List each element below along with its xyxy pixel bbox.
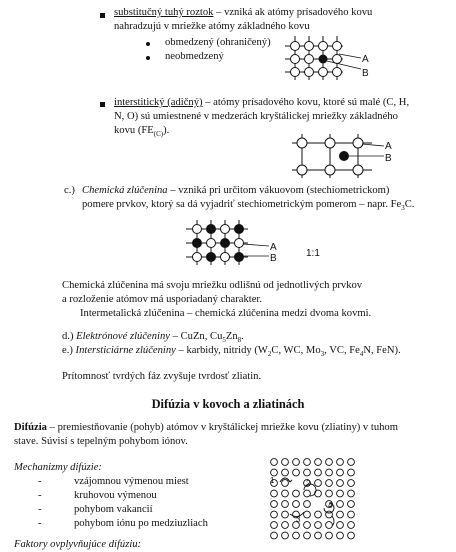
mechanism-item: pohybom iónu po medziuzliach bbox=[74, 518, 208, 529]
bullet-square-icon bbox=[100, 102, 105, 107]
substitution-sub-item-2: neobmedzený bbox=[165, 51, 224, 62]
lattice-atom bbox=[271, 522, 278, 529]
paragraph-line-1: Chemická zlúčenina má svoju mriežku odlišnú od jednotlivých prvkov bbox=[62, 280, 363, 291]
lattice-atom bbox=[348, 459, 355, 466]
lattice-atom bbox=[282, 501, 289, 508]
lattice-atom bbox=[315, 532, 322, 539]
lattice-atom bbox=[337, 522, 344, 529]
interstitial-term: interstitický (adičný) bbox=[114, 97, 203, 108]
diagram-number: 1 bbox=[270, 476, 275, 485]
lattice-atom bbox=[293, 532, 300, 539]
interstitial-line-3: kovu $(FE_{(C)})$. bbox=[114, 125, 170, 139]
lattice-atom bbox=[337, 480, 344, 487]
compound-line-1: Chemická zlúčenina – vzniká pri určitom vákuovom (stechiometrickom) bbox=[82, 185, 390, 196]
lattice-atom bbox=[337, 532, 344, 539]
lattice-atom bbox=[315, 469, 322, 476]
lattice-atom bbox=[348, 480, 355, 487]
list-dash: - bbox=[38, 490, 42, 501]
lattice-atom bbox=[315, 480, 322, 487]
lattice-atom bbox=[304, 511, 311, 518]
label-a: A bbox=[385, 141, 392, 152]
interstitial-line-2: N, O) sú umiestnené v medzerách kryštálickej mriežky základného bbox=[114, 111, 398, 122]
mechanisms-title: Mechanizmy difúzie: bbox=[14, 462, 102, 473]
diagram-number: 3 bbox=[296, 515, 301, 524]
bullet-square-icon bbox=[100, 13, 105, 18]
lattice-atom bbox=[293, 469, 300, 476]
lattice-atom bbox=[348, 469, 355, 476]
compound-term: Chemická zlúčenina bbox=[82, 185, 168, 196]
label-b: B bbox=[270, 253, 277, 264]
lattice-atom bbox=[282, 459, 289, 466]
lattice-atom bbox=[271, 459, 278, 466]
list-dash: - bbox=[38, 504, 42, 515]
lattice-atom bbox=[304, 469, 311, 476]
lattice-atom bbox=[282, 480, 289, 487]
lattice-atom bbox=[293, 501, 300, 508]
lattice-atom bbox=[337, 490, 344, 497]
lattice-atom bbox=[271, 490, 278, 497]
lattice-atom bbox=[304, 522, 311, 529]
lattice-atom bbox=[348, 532, 355, 539]
lattice-atom bbox=[326, 522, 333, 529]
lattice-atom bbox=[326, 469, 333, 476]
electron-compounds-line: d.) Elektrónové zlúčeniny – CuZn, $Cu_5Zn_8$. bbox=[62, 331, 244, 345]
label-a: A bbox=[270, 242, 277, 253]
list-dash: - bbox=[38, 476, 42, 487]
lattice-atom bbox=[337, 459, 344, 466]
lattice-atom bbox=[304, 501, 311, 508]
lattice-atom bbox=[326, 459, 333, 466]
diffusion-term: Difúzia bbox=[14, 422, 47, 433]
substitution-term: substitučný tuhý roztok bbox=[114, 7, 214, 18]
lattice-atom bbox=[282, 511, 289, 518]
substitution-lattice-diagram bbox=[285, 34, 369, 84]
lattice-atom bbox=[282, 522, 289, 529]
lattice-atom bbox=[293, 490, 300, 497]
compound-line-2: pomere prvkov, ktorý sa dá vyjadriť stechiometrickým pomerom – napr. $Fe_3C$. bbox=[82, 199, 415, 213]
mechanism-item: kruhovou výmenou bbox=[74, 490, 157, 501]
section-heading: Difúzia v kovoch a zliatinách bbox=[151, 397, 305, 411]
lattice-atom bbox=[337, 469, 344, 476]
lattice-atom bbox=[304, 459, 311, 466]
lattice-atom bbox=[271, 511, 278, 518]
lattice-atom bbox=[282, 532, 289, 539]
lattice-atom bbox=[304, 490, 311, 497]
diagram-number: 2 bbox=[306, 479, 311, 488]
lattice-atom bbox=[326, 480, 333, 487]
mechanism-item: vzájomnou výmenou miest bbox=[74, 476, 189, 487]
lattice-atom bbox=[348, 511, 355, 518]
electron-term: Elektrónové zlúčeniny bbox=[76, 331, 170, 342]
lattice-atom bbox=[326, 490, 333, 497]
lattice-atom bbox=[348, 490, 355, 497]
lattice-atom bbox=[315, 459, 322, 466]
compound-lattice-diagram bbox=[186, 218, 326, 266]
list-dash: - bbox=[38, 518, 42, 529]
label-a: A bbox=[362, 54, 369, 65]
lattice-atom bbox=[337, 511, 344, 518]
lattice-atom bbox=[293, 459, 300, 466]
lattice-atom bbox=[304, 532, 311, 539]
substitution-line-2: nahradzujú v mriežke atómy základného kovu bbox=[114, 21, 310, 32]
lattice-atom bbox=[315, 511, 322, 518]
label-b: B bbox=[362, 68, 369, 79]
compound-marker: c.) bbox=[64, 185, 75, 196]
ratio-label: 1:1 bbox=[306, 248, 320, 259]
substitution-sub-item-1: obmedzený (ohraničený) bbox=[165, 37, 271, 48]
diffusion-definition-line-2: stave. Súvisí s tepelným pohybom iónov. bbox=[14, 436, 188, 447]
bullet-dot-icon bbox=[146, 42, 150, 46]
lattice-atom bbox=[271, 469, 278, 476]
interstitial-compounds-line: e.) Intersticiárne zlúčeniny – karbidy, nitridy ($W_2C$, WC, $Mo_3$, VC, $Fe_4N$, FeN). bbox=[62, 345, 401, 359]
bullet-dot-icon bbox=[146, 56, 150, 60]
label-b: B bbox=[385, 153, 392, 164]
interstitial-lattice-diagram bbox=[292, 134, 402, 179]
mechanism-item: pohybom vakancií bbox=[74, 504, 153, 515]
lattice-atom bbox=[337, 501, 344, 508]
lattice-atom bbox=[348, 522, 355, 529]
interstitial-line-1: interstitický (adičný) – atómy prísadového kovu, ktoré sú malé (C, H, bbox=[114, 97, 410, 108]
paragraph-line-2: a rozloženie atómov má usporiadaný charakter. bbox=[62, 294, 263, 305]
substitution-line-1: substitučný tuhý roztok – vzniká ak atómy prísadového kovu bbox=[114, 7, 373, 18]
lattice-atom bbox=[271, 532, 278, 539]
lattice-atom bbox=[326, 532, 333, 539]
interstitial-compounds-term: Intersticiárne zlúčeniny bbox=[75, 345, 176, 356]
lattice-atom bbox=[271, 501, 278, 508]
lattice-atom bbox=[282, 490, 289, 497]
hard-phases-note: Prítomnosť tvrdých fáz zvyšuje tvrdosť zliatin. bbox=[62, 371, 262, 382]
paragraph-line-3: Intermetalická zlúčenina – chemická zlúčenina medzi dvoma kovmi. bbox=[80, 308, 372, 319]
lattice-atom bbox=[315, 522, 322, 529]
diffusion-mechanisms-diagram bbox=[268, 456, 358, 542]
lattice-atom bbox=[282, 469, 289, 476]
factors-title: Faktory ovplyvňujúce difúziu: bbox=[14, 539, 142, 550]
lattice-atom bbox=[348, 501, 355, 508]
diffusion-definition-line-1: Difúzia – premiestňovanie (pohyb) atómov v kryštálickej mriežke kovu (zliatiny) v tuhom bbox=[14, 422, 398, 433]
diagram-number: 4 bbox=[328, 501, 333, 510]
